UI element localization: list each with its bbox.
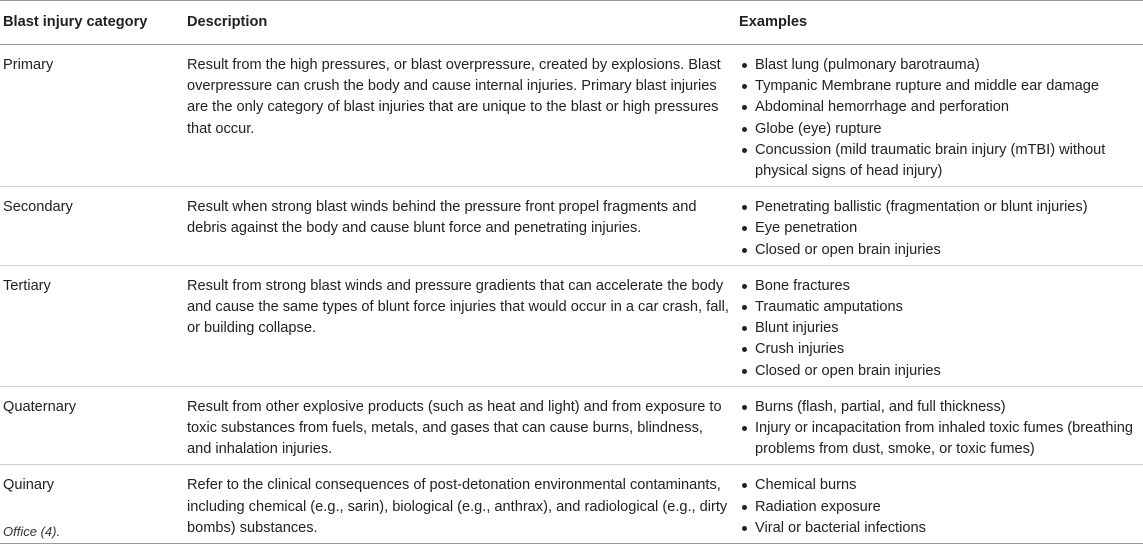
- row-examples: [735, 265, 1143, 386]
- example-item: Abdominal hemorrhage and perforation: [739, 97, 1139, 118]
- example-item: Globe (eye) rupture: [739, 119, 1139, 140]
- row-examples: [735, 386, 1143, 465]
- table-row: [0, 265, 1143, 386]
- table-header: [0, 1, 1143, 45]
- row-description: Result from strong blast winds and pressure gradients that can accelerate the body and cause the same types of blunt force injuries that would occur in a car crash, fall, or building collapse.: [183, 265, 735, 386]
- table-footnote: Office (4).: [3, 524, 61, 539]
- example-item: Injury or incapacitation from inhaled toxic fumes (breathing problems from dust, smoke, or toxic fumes): [739, 418, 1139, 460]
- example-item: Viral or bacterial infections: [739, 518, 1139, 539]
- header-description: Description: [183, 1, 735, 45]
- table-row: [0, 465, 1143, 544]
- row-description: Result from other explosive products (such as heat and light) and from exposure to toxic substances from fuels, metals, and gases that can cause burns, blindness, and inhalation injuries.: [183, 386, 735, 465]
- row-category: Quinary: [0, 465, 183, 544]
- row-category: Secondary: [0, 187, 183, 266]
- example-item: Burns (flash, partial, and full thickness): [739, 397, 1139, 418]
- example-item: Bone fractures: [739, 276, 1139, 297]
- row-examples: [735, 465, 1143, 544]
- header-category: Blast injury category: [0, 1, 183, 45]
- example-item: Chemical burns: [739, 475, 1139, 496]
- example-item: Closed or open brain injuries: [739, 361, 1139, 382]
- row-description: Result from the high pressures, or blast overpressure, created by explosions. Blast overpressure can crush the body and cause internal injuries. Primary blast injuries are the only category of blast injuries that are unique to the blast or high pressures that occur.: [183, 45, 735, 187]
- row-category: Primary: [0, 45, 183, 187]
- examples-list: [739, 55, 1139, 182]
- example-item: Blunt injuries: [739, 318, 1139, 339]
- row-examples: [735, 187, 1143, 266]
- table-body: [0, 45, 1143, 544]
- example-item: Closed or open brain injuries: [739, 240, 1139, 261]
- header-examples: Examples: [735, 1, 1143, 45]
- table-row: [0, 45, 1143, 187]
- row-category: Quaternary: [0, 386, 183, 465]
- example-item: Penetrating ballistic (fragmentation or blunt injuries): [739, 197, 1139, 218]
- example-item: Traumatic amputations: [739, 297, 1139, 318]
- table-row: [0, 386, 1143, 465]
- examples-list: [739, 197, 1139, 261]
- example-item: Crush injuries: [739, 339, 1139, 360]
- row-category: Tertiary: [0, 265, 183, 386]
- row-description: Refer to the clinical consequences of post-detonation environmental contaminants, including chemical (e.g., sarin), biological (e.g., anthrax), and radiological (e.g., dirty bombs) substances.: [183, 465, 735, 544]
- example-item: Radiation exposure: [739, 497, 1139, 518]
- examples-list: [739, 475, 1139, 539]
- example-item: Concussion (mild traumatic brain injury (mTBI) without physical signs of head injury): [739, 140, 1139, 182]
- row-examples: [735, 45, 1143, 187]
- header-row: [0, 1, 1143, 45]
- row-description: Result when strong blast winds behind the pressure front propel fragments and debris against the body and cause blunt force and penetrating injuries.: [183, 187, 735, 266]
- example-item: Blast lung (pulmonary barotrauma): [739, 55, 1139, 76]
- table-row: [0, 187, 1143, 266]
- examples-list: [739, 397, 1139, 461]
- example-item: Eye penetration: [739, 218, 1139, 239]
- examples-list: [739, 276, 1139, 382]
- example-item: Tympanic Membrane rupture and middle ear damage: [739, 76, 1139, 97]
